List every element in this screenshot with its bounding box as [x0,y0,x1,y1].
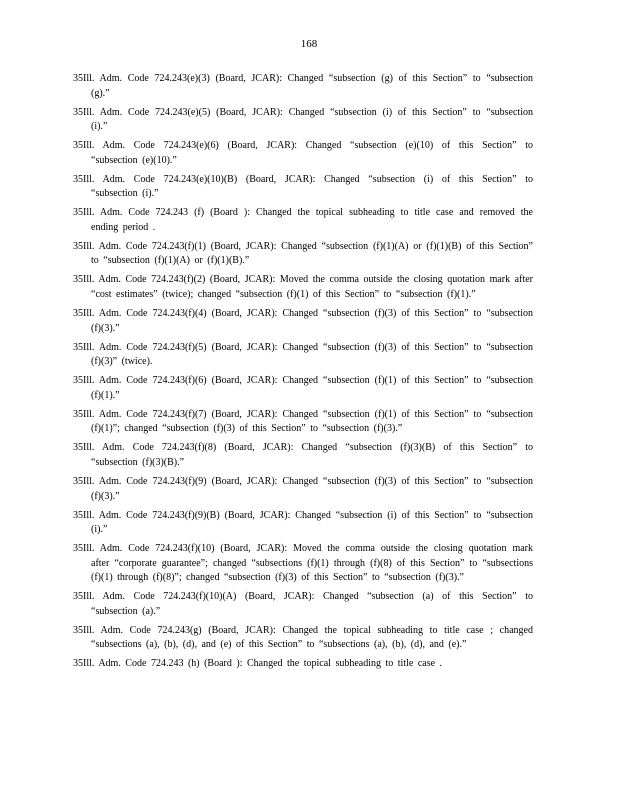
list-item: 35Ill. Adm. Code 724.243(f)(1) (Board, JCAR): Changed “subsection (f)(1)(A) or (f)(1)(B) of this Section” to “subsection (f)(1)(A) or (f)(1)(B).” [73,240,533,267]
list-item: 35Ill. Adm. Code 724.243(f)(2) (Board, JCAR): Moved the comma outside the closing quotation mark after “cost estimates” (twice); changed “subsection (f)(1) of this Section” to “subsection (f)(1).” [73,274,533,301]
list-item: 35Ill. Adm. Code 724.243(f)(6) (Board, JCAR): Changed “subsection (f)(1) of this Section” to “subsection (f)(1).” [73,375,533,401]
list-item: 35Ill. Adm. Code 724.243(f)(4) (Board, JCAR): Changed “subsection (f)(3) of this Section” to “subsection (f)(3).” [73,308,533,334]
list-item: 35Ill. Adm. Code 724.243(f)(8) (Board, JCAR): Changed “subsection (f)(3)(B) of this Section” to “subsection (f)(3)(B).” [73,442,533,468]
list-item: 35Ill. Adm. Code 724.243(e)(5) (Board, JCAR): Changed “subsection (i) of this Section” to “subsection (i).” [73,106,533,133]
list-item: 35Ill. Adm. Code 724.243(f)(7) (Board, JCAR): Changed “subsection (f)(1) of this Section” to “subsection (f)(1)”; changed “subsection (f)(3) of this Section” to “subsection (f)(3).” [73,408,533,435]
list-item: 35Ill. Adm. Code 724.243(g) (Board, JCAR): Changed the topical subheading to title case ; changed “subsections (a), (b), (d), and (e) of this Section” to “subsections (a), (b), (d), and (e).” [73,624,533,651]
page-number: 168 [300,38,318,50]
list-item: 35Ill. Adm. Code 724.243(e)(6) (Board, JCAR): Changed “subsection (e)(10) of this Section” to “subsection (e)(10).” [73,140,533,166]
list-item: 35Ill. Adm. Code 724.243(f)(9)(B) (Board, JCAR): Changed “subsection (i) of this Section” to “subsection (i).” [73,509,533,536]
list-item: 35Ill. Adm. Code 724.243(f)(5) (Board, JCAR): Changed “subsection (f)(3) of this Section” to “subsection (f)(3)” (twice). [73,341,533,368]
amendment-list [73,72,533,676]
list-item: 35Ill. Adm. Code 724.243(f)(10) (Board, JCAR): Moved the comma outside the closing quotation mark after “corporate guarantee”; changed “subsections (f)(1) through (f)(8) of this Section” to “subsections (f)(1) through (f)(8)”; changed “subsection (f)(3) of this Section” to “subsection (f)(3).” [73,543,533,584]
list-item: 35Ill. Adm. Code 724.243(f)(10)(A) (Board, JCAR): Changed “subsection (a) of this Section” to “subsection (a).” [73,591,533,617]
list-item: 35Ill. Adm. Code 724.243(e)(10)(B) (Board, JCAR): Changed “subsection (i) of this Section” to “subsection (i).” [73,173,533,200]
list-item: 35Ill. Adm. Code 724.243 (f) (Board ): Changed the topical subheading to title case and removed the ending period . [73,207,533,233]
list-item: 35Ill. Adm. Code 724.243(e)(3) (Board, JCAR): Changed “subsection (g) of this Section” to “subsection (g).” [73,73,533,99]
list-item: 35Ill. Adm. Code 724.243 (h) (Board ): Changed the topical subheading to title case . [73,658,443,670]
list-item: 35Ill. Adm. Code 724.243(f)(9) (Board, JCAR): Changed “subsection (f)(3) of this Section” to “subsection (f)(3).” [73,475,533,502]
